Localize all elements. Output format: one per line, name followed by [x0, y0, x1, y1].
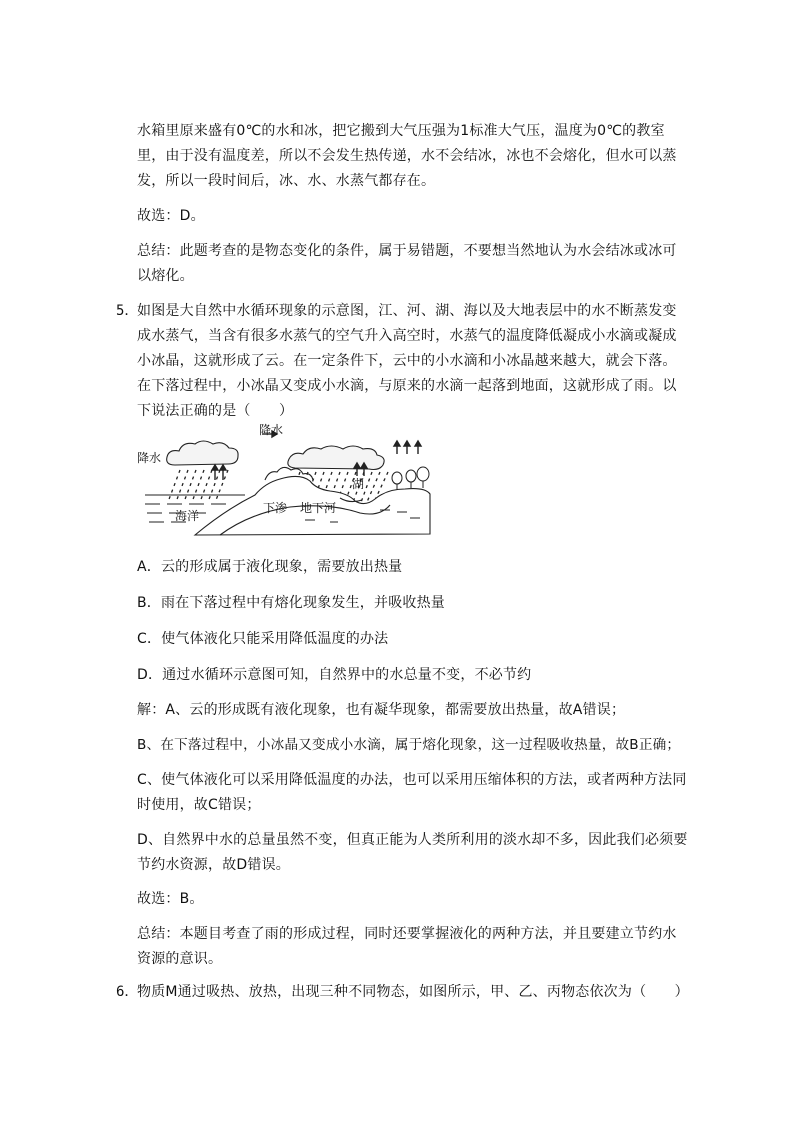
answer-line: 故选：B。	[137, 891, 204, 907]
question-stem-line: 在下落过程中，小冰晶又变成小水滴，与原来的水滴一起落到地面，这就形成了雨。以	[137, 378, 677, 394]
cloud-icon	[167, 441, 238, 465]
option-c: C．使气体液化只能采用降低温度的办法	[137, 631, 389, 647]
question-stem-line: 下说法正确的是（ ）	[137, 403, 294, 419]
summary-line: 总结：本题目考查了雨的形成过程，同时还要掌握液化的两种方法，并且要建立节约水	[137, 926, 677, 942]
question-stem-line: 物质M通过吸热、放热，出现三种不同物态，如图所示，甲、乙、丙物态依次为（ ）	[137, 984, 689, 1000]
solution-line: 解：A、云的形成既有液化现象，也有凝华现象，都需要放出热量，故A错误；	[137, 702, 626, 718]
question-number: 5．	[116, 303, 139, 319]
question-stem-line: 如图是大自然中水循环现象的示意图，江、河、湖、海以及大地表层中的水不断蒸发变	[137, 303, 677, 319]
label-seep: 下渗	[263, 501, 288, 515]
solution-line: D、自然界中水的总量虽然不变，但真正能为人类所利用的淡水却不多，因此我们必须要	[137, 832, 688, 848]
water-cycle-figure	[135, 423, 450, 540]
summary-line: 总结：此题考查的是物态变化的条件，属于易错题，不要想当然地认为水会结冰或冰可	[137, 243, 677, 259]
arrow-up-icon	[415, 441, 421, 454]
text-line: 发，所以一段时间后，冰、水、水蒸气都存在。	[137, 173, 436, 189]
answer-line: 故选：D。	[137, 208, 205, 224]
solution-line: 时使用，故C错误；	[137, 797, 261, 813]
label-rain-left: 降水	[137, 451, 162, 465]
text-line: 水箱里原来盛有0℃的水和冰，把它搬到大气压强为1标准大气压，温度为0℃的教室	[137, 123, 665, 139]
label-underground-river: 地下河	[300, 501, 337, 515]
cloud-icon	[288, 446, 384, 470]
solution-line: C、使气体液化可以采用降低温度的办法，也可以采用压缩体积的方法，或者两种方法同	[137, 772, 687, 788]
label-ocean: 海洋	[175, 509, 200, 523]
solution-line: 节约水资源，故D错误。	[137, 857, 290, 873]
summary-line: 资源的意识。	[137, 951, 223, 967]
summary-line: 以熔化。	[137, 268, 194, 284]
text-line: 里，由于没有温度差，所以不会发生热传递，水不会结冰，冰也不会熔化，但水可以蒸	[137, 148, 677, 164]
solution-line: B、在下落过程中，小冰晶又变成小水滴，属于熔化现象，这一过程吸收热量，故B正确；	[137, 737, 681, 753]
arrow-up-icon	[404, 441, 410, 454]
arrow-up-icon	[394, 441, 400, 454]
option-b: B．雨在下落过程中有熔化现象发生，并吸收热量	[137, 595, 446, 611]
question-stem-line: 小冰晶，这就形成了云。在一定条件下，云中的小水滴和小冰晶越来越大，就会下落。	[137, 353, 677, 369]
tree-icon	[392, 467, 429, 490]
option-d: D．通过水循环示意图可知，自然界中的水总量不变，不必节约	[137, 667, 532, 683]
question-stem-line: 成水蒸气，当含有很多水蒸气的空气升入高空时，水蒸气的温度降低凝成小水滴或凝成	[137, 328, 677, 344]
label-lake: 湖	[352, 477, 365, 491]
option-a: A．云的形成属于液化现象，需要放出热量	[137, 559, 403, 575]
label-rain-top: 降水	[259, 423, 284, 437]
question-number: 6．	[116, 984, 139, 1000]
